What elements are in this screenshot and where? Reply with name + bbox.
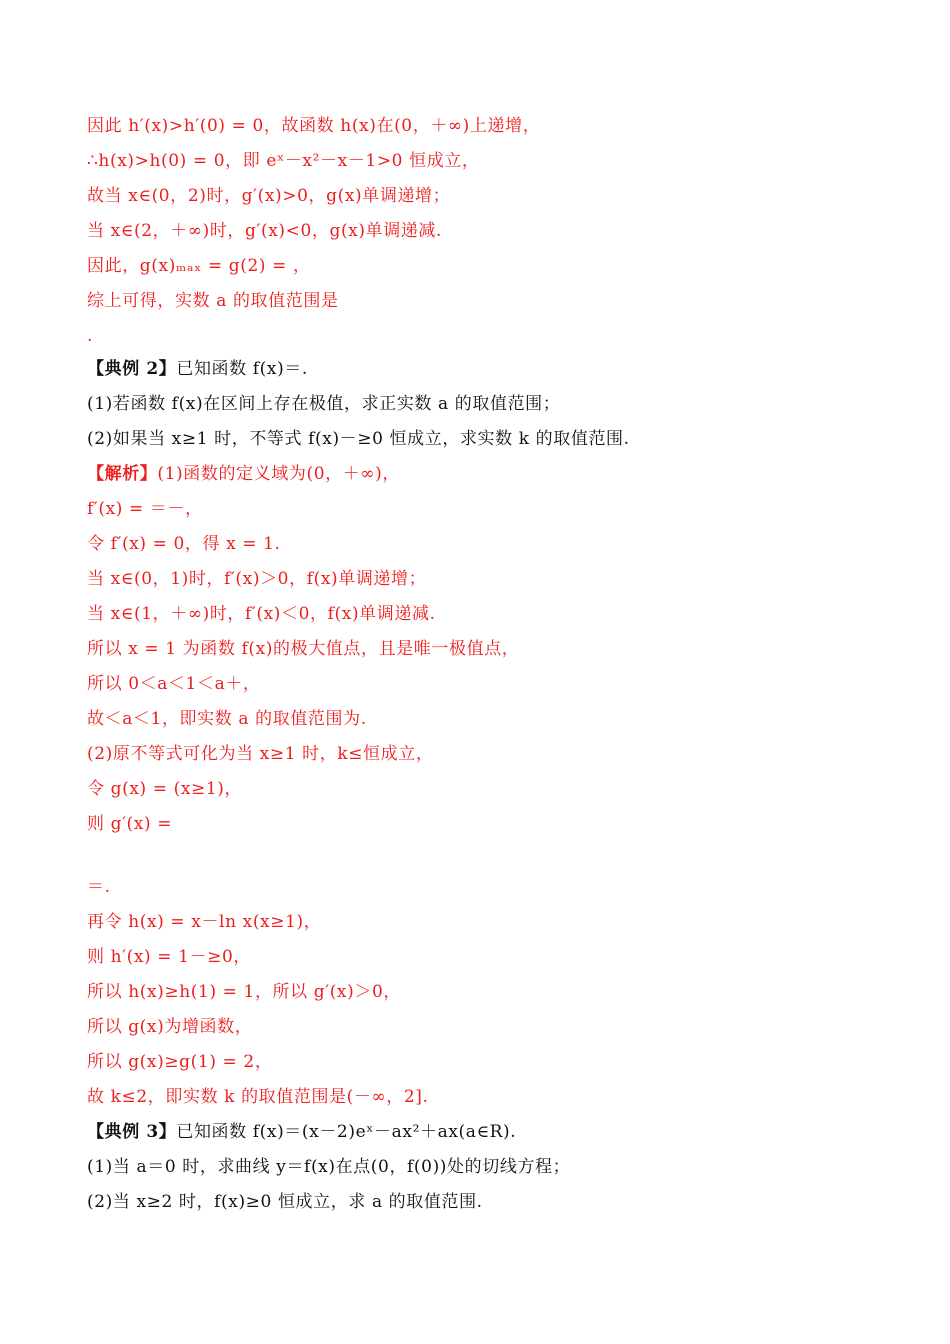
solution-line: . [87,326,94,346]
solution-line: 故当 x∈(0，2)时，g′(x)>0，g(x)单调递增； [87,186,451,206]
example-2-heading: 【典例 2】已知函数 f(x)＝. [87,359,308,379]
solution-line: 综上可得，实数 a 的取值范围是 [87,291,339,311]
analysis-label: 【解析】 [87,464,158,484]
question-line: (1)当 a＝0 时，求曲线 y＝f(x)在点(0，f(0))处的切线方程； [87,1157,571,1177]
question-line: (2)如果当 x≥1 时，不等式 f(x)－≥0 恒成立，求实数 k 的取值范围. [87,429,630,449]
solution-line: 令 g(x) = (x≥1)， [87,779,243,799]
solution-line: 因此，g(x)ₘₐₓ = g(2) = ， [87,256,311,276]
example-3-heading: 【典例 3】已知函数 f(x)＝(x－2)eˣ－ax²＋ax(a∈R). [87,1122,517,1142]
analysis-heading: 【解析】(1)函数的定义域为(0，＋∞)， [87,464,400,484]
solution-line: 故 k≤2，即实数 k 的取值范围是(－∞，2]. [87,1087,429,1107]
solution-line: ∴h(x)>h(0) = 0，即 eˣ－x²－x－1>0 恒成立， [87,151,480,171]
example-label: 【典例 2】 [87,359,177,379]
solution-line: 所以 g(x)≥g(1) = 2， [87,1052,273,1072]
solution-line: 所以 g(x)为增函数， [87,1017,253,1037]
solution-line: 故＜a＜1，即实数 a 的取值范围为. [87,709,367,729]
solution-line: 所以 0＜a＜1＜a＋， [87,674,261,694]
solution-line: 所以 h(x)≥h(1) = 1，所以 g′(x)＞0， [87,982,401,1002]
solution-line: f′(x) = ＝－， [87,499,203,519]
solution-line: (2)原不等式可化为当 x≥1 时，k≤恒成立， [87,744,434,764]
solution-line: 再令 h(x) = x－ln x(x≥1)， [87,912,322,932]
solution-line: 当 x∈(1，＋∞)时，f′(x)＜0，f(x)单调递减. [87,604,436,624]
solution-line: 当 x∈(2，＋∞)时，g′(x)<0，g(x)单调递减. [87,221,443,241]
solution-line: 则 g′(x) = [87,814,173,834]
solution-line: 所以 x = 1 为函数 f(x)的极大值点，且是唯一极值点， [87,639,520,659]
solution-line: 令 f′(x) = 0，得 x = 1. [87,534,281,554]
solution-line: ＝. [87,877,111,897]
solution-line: 当 x∈(0，1)时，f′(x)＞0，f(x)单调递增； [87,569,427,589]
question-line: (2)当 x≥2 时，f(x)≥0 恒成立，求 a 的取值范围. [87,1192,483,1212]
solution-line: 因此 h′(x)>h′(0) = 0，故函数 h(x)在(0，＋∞)上递增， [87,116,541,136]
example-label: 【典例 3】 [87,1122,177,1142]
question-line: (1)若函数 f(x)在区间上存在极值，求正实数 a 的取值范围； [87,394,561,414]
solution-line: 则 h′(x) = 1－≥0， [87,947,251,967]
